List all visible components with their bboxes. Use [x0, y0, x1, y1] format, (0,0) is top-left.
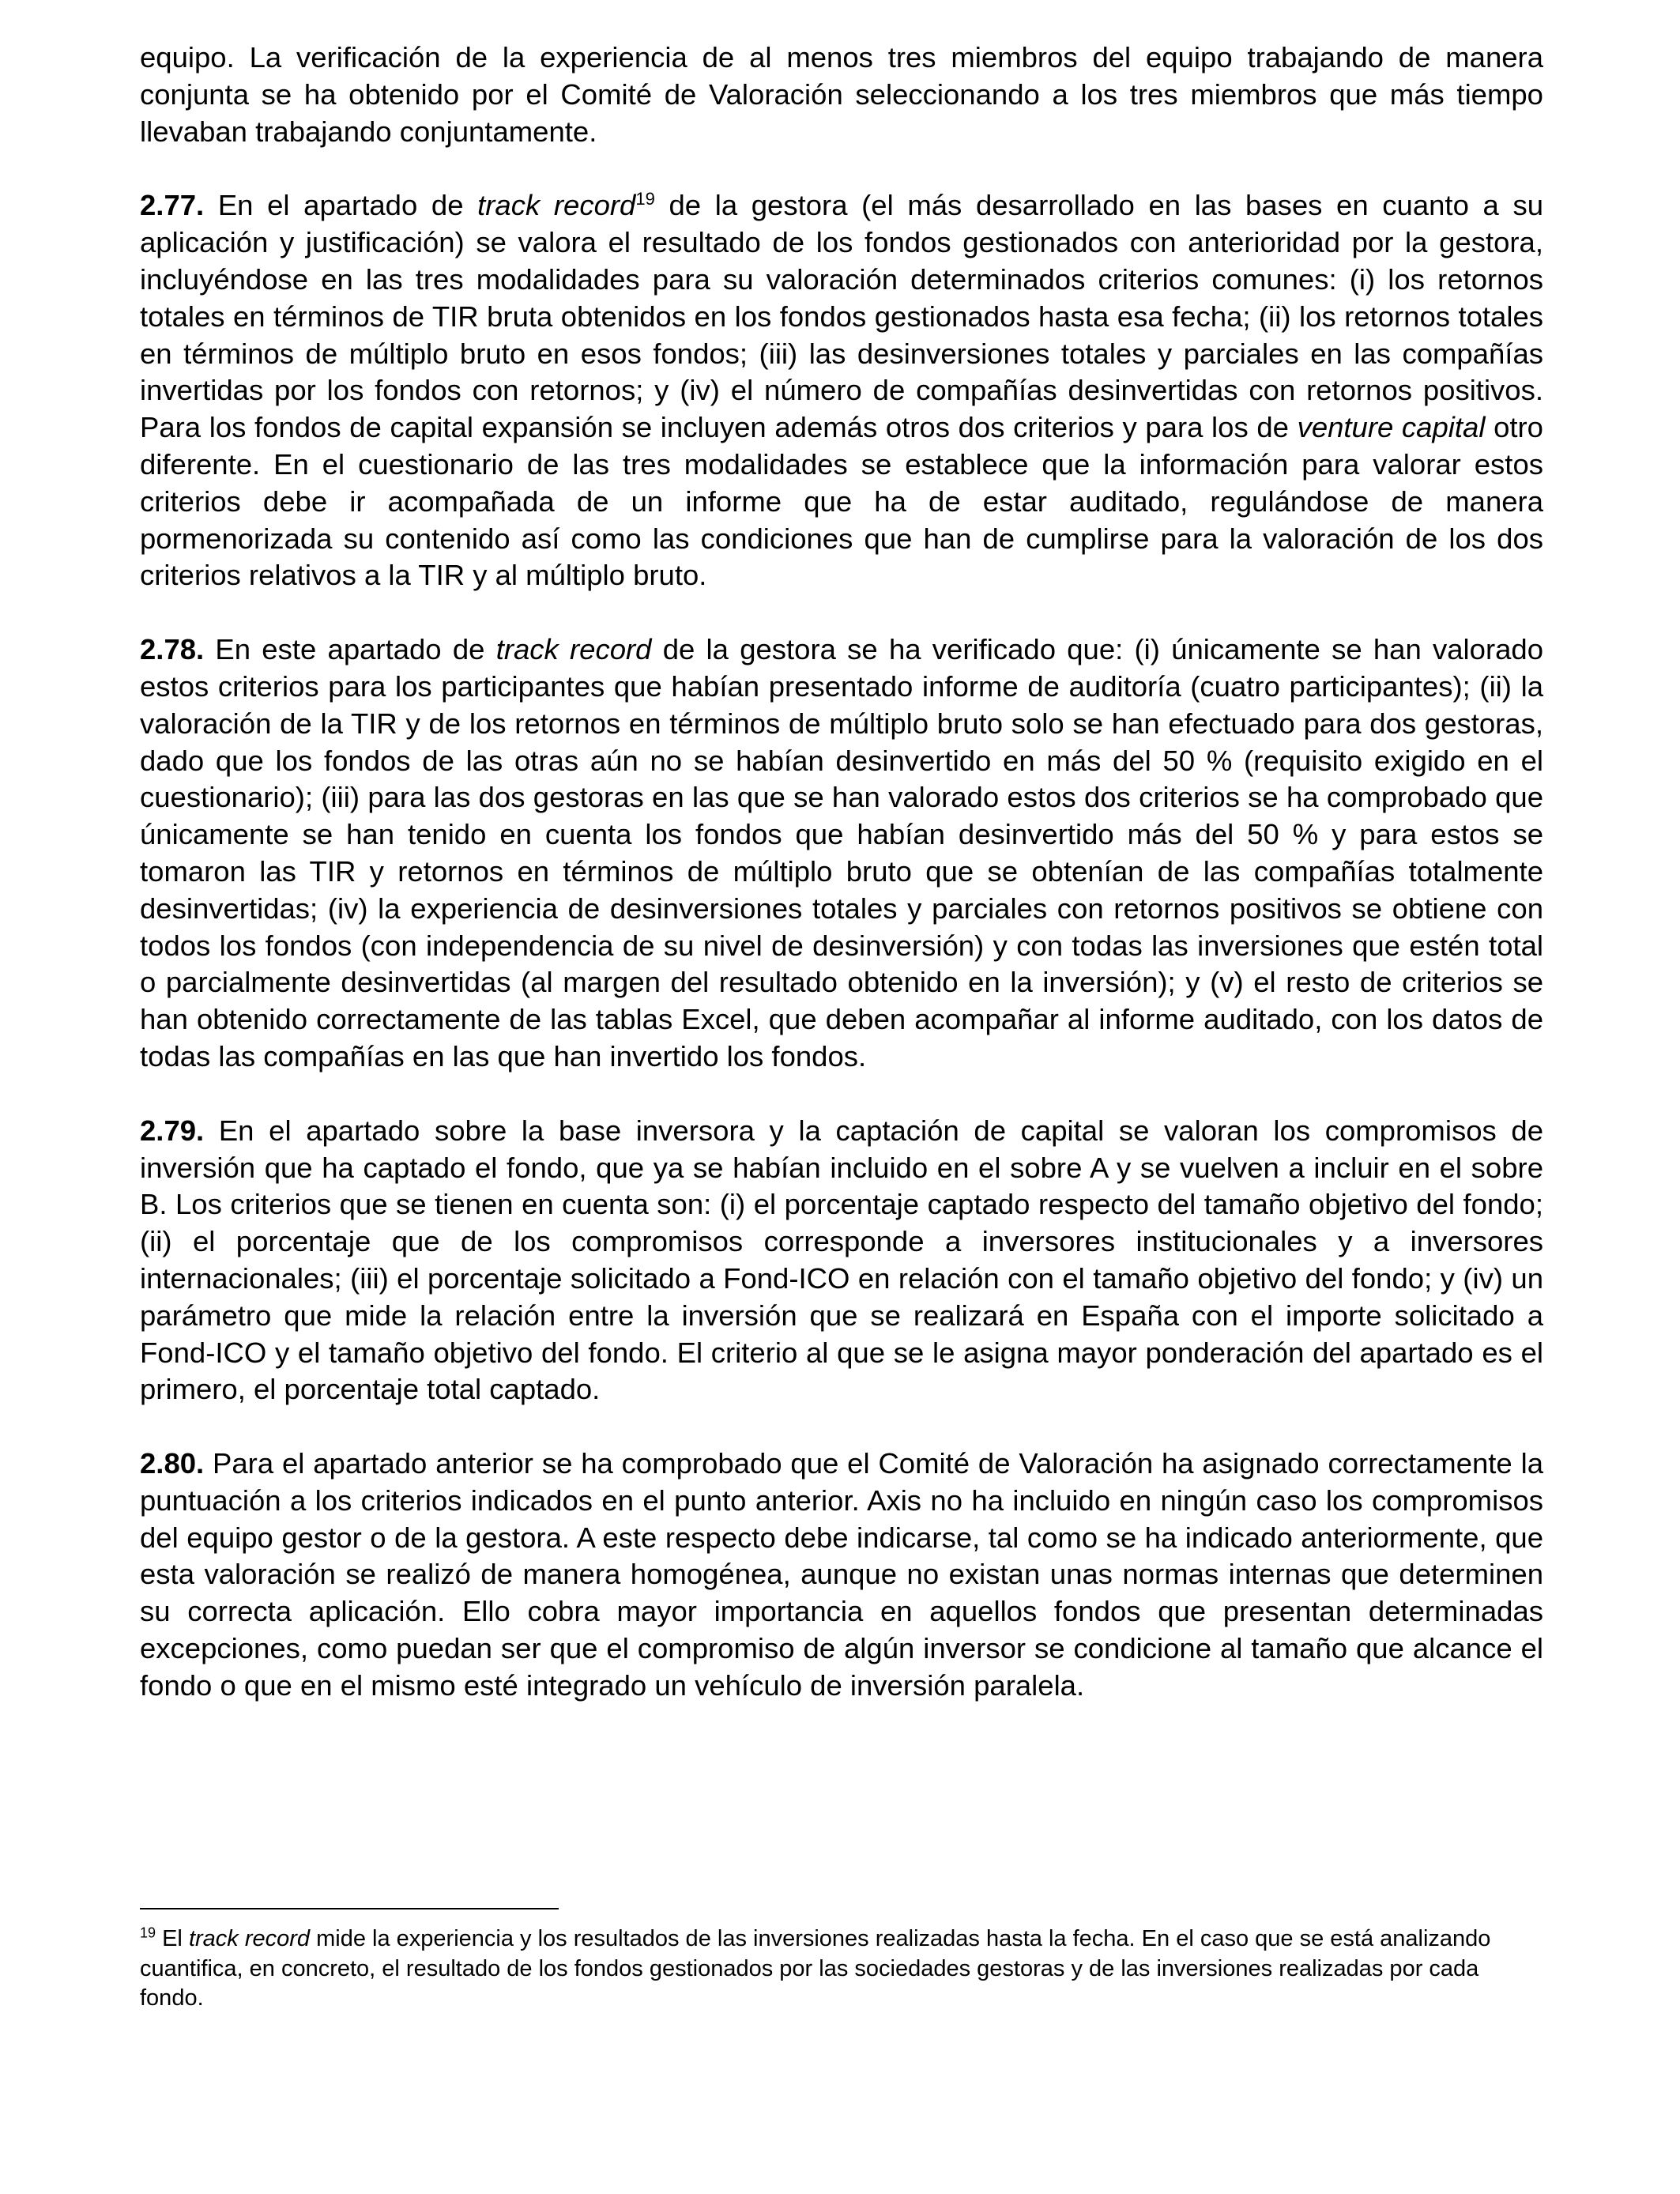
paragraph-2-77: [140, 187, 1543, 594]
footnote-separator: [140, 1908, 559, 1909]
footnote-text-run: mide la experiencia y los resultados de las inversiones realizadas hasta la fecha. En el caso que se está analizando cuantifica, en concreto, el resultado de los fondos gestionados por las sociedades gestoras y de las inversiones realizadas por cada fondo.: [140, 1926, 1491, 2011]
text-run: En este apartado de: [204, 633, 496, 666]
paragraph-number: 2.80.: [140, 1447, 205, 1480]
footnote-text-run: El: [156, 1926, 189, 1951]
text-run: otro diferente. En el cuestionario de las tres modalidades se establece que la información para valorar estos criterios debe ir acompañada de un informe que ha de estar auditado, regulándose de manera pormenorizada su contenido así como las condiciones que han de cumplirse para la valoración de los dos criterios relativos a la TIR y al múltiplo bruto.: [140, 411, 1543, 592]
footnote-number: 19: [140, 1924, 156, 1941]
footnote: [140, 1924, 1543, 2014]
footnote-reference[interactable]: 19: [635, 189, 655, 209]
text-run: equipo. La verificación de la experiencia de al menos tres miembros del equipo trabajando de manera conjunta se ha obtenido por el Comité de Valoración seleccionando a los tres miembros que más tiempo llevaban trabajando conjuntamente.: [140, 41, 1543, 148]
italic-term: track record: [477, 189, 636, 222]
paragraph-continuation: [140, 40, 1543, 150]
paragraph-number: 2.78.: [140, 633, 205, 666]
document-body: [140, 40, 1543, 1742]
text-run: Para el apartado anterior se ha comprobado que el Comité de Valoración ha asignado correctamente la puntuación a los criterios indicados en el punto anterior. Axis no ha incluido en ningún caso los compromisos del equipo gestor o de la gestora. A este respecto debe indicarse, tal como se ha indicado anteriormente, que esta valoración se realizó de manera homogénea, aunque no existan unas normas internas que determinen su correcta aplicación. Ello cobra mayor importancia en aquellos fondos que presentan determinadas excepciones, como puedan ser que el compromiso de algún inversor se condicione al tamaño que alcance el fondo o que en el mismo esté integrado un vehículo de inversión paralela.: [140, 1447, 1543, 1702]
italic-term: track record: [495, 633, 652, 666]
paragraph-2-80: [140, 1446, 1543, 1705]
text-run: de la gestora (el más desarrollado en las bases en cuanto a su aplicación y justificación) se valora el resultado de los fondos gestionados con anterioridad por la gestora, incluyéndose en las tres modalidades para su valoración determinados criterios comunes: (i) los retornos totales en términos de TIR bruta obtenidos en los fondos gestionados hasta esa fecha; (ii) los retornos totales en términos de múltiplo bruto en esos fondos; (iii) las desinversiones totales y parciales en las compañías invertidas por los fondos con retornos; y (iv) el número de compañías desinvertidas con retornos positivos. Para los fondos de capital expansión se incluyen además otros dos criterios y para los de: [140, 189, 1543, 444]
text-run: de la gestora se ha verificado que: (i) únicamente se han valorado estos criterios para los participantes que habían presentado informe de auditoría (cuatro participantes); (ii) la valoración de la TIR y de los retornos en términos de múltiplo bruto solo se han efectuado para dos gestoras, dado que los fondos de las otras aún no se habían desinvertido en más del 50 % (requisito exigido en el cuestionario); (iii) para las dos gestoras en las que se han valorado estos dos criterios se ha comprobado que únicamente se han tenido en cuenta los fondos que habían desinvertido más del 50 % y para estos se tomaron las TIR y retornos en términos de múltiplo bruto que se obtenían de las compañías totalmente desinvertidas; (iv) la experiencia de desinversiones totales y parciales con retornos positivos se obtiene con todos los fondos (con independencia de su nivel de desinversión) y con todas las inversiones que estén total o parcialmente desinvertidas (al margen del resultado obtenido en la inversión); y (v) el resto de criterios se han obtenido correctamente de las tablas Excel, que deben acompañar al informe auditado, con los datos de todas las compañías en las que han invertido los fondos.: [140, 633, 1544, 1072]
paragraph-2-79: [140, 1113, 1543, 1408]
text-run: En el apartado de: [204, 189, 478, 222]
italic-term: venture capital: [1297, 411, 1486, 444]
paragraph-number: 2.79.: [140, 1114, 205, 1147]
italic-term: track record: [188, 1926, 311, 1951]
paragraph-2-78: [140, 631, 1543, 1076]
paragraph-number: 2.77.: [140, 189, 205, 222]
text-run: En el apartado sobre la base inversora y la captación de capital se valoran los compromisos de inversión que ha captado el fondo, que ya se habían incluido en el sobre A y se vuelven a incluir en el sobre B. Los criterios que se tienen en cuenta son: (i) el porcentaje captado respecto del tamaño objetivo del fondo; (ii) el porcentaje que de los compromisos corresponde a inversores institucionales y a inversores internacionales; (iii) el porcentaje solicitado a Fond-ICO en relación con el tamaño objetivo del fondo; y (iv) un parámetro que mide la relación entre la inversión que se realizará en España con el importe solicitado a Fond-ICO y el tamaño objetivo del fondo. El criterio al que se le asigna mayor ponderación del apartado es el primero, el porcentaje total captado.: [140, 1114, 1543, 1406]
